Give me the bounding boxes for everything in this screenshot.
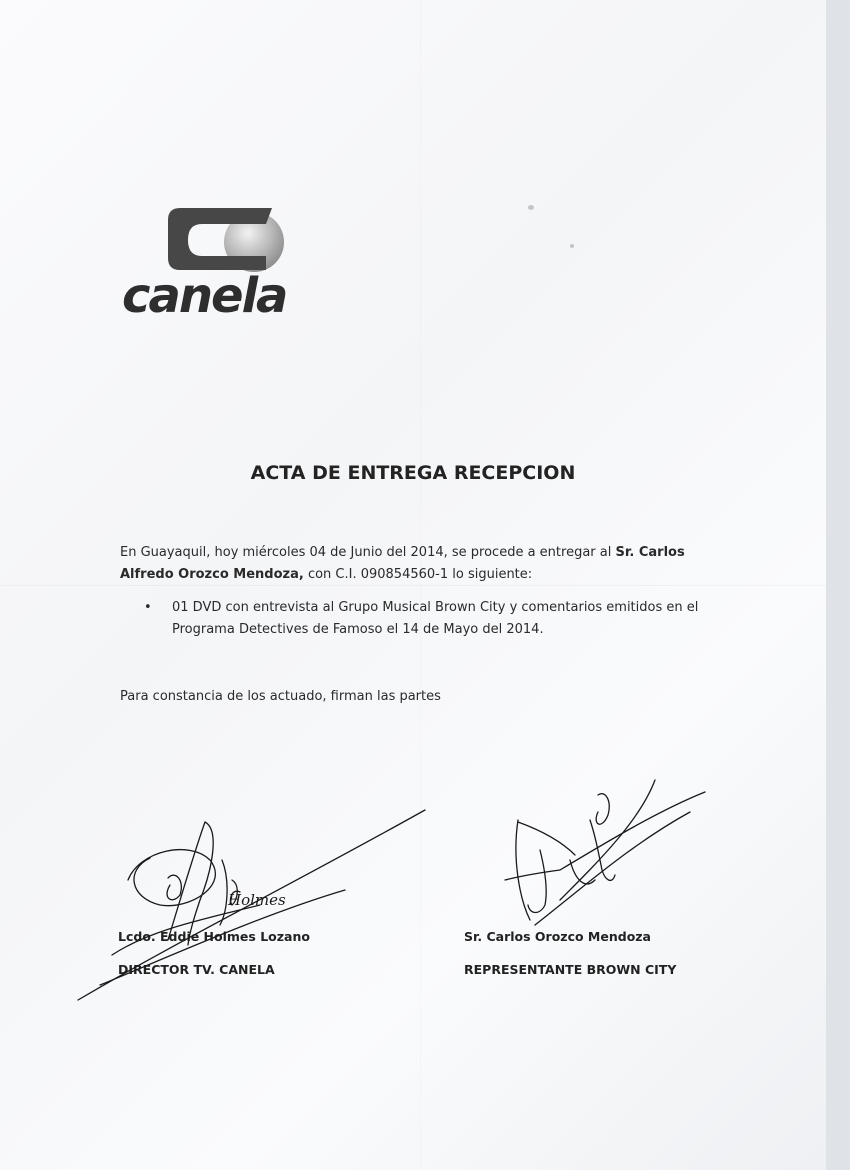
paper-speck	[528, 205, 534, 210]
canela-logo	[122, 200, 312, 330]
scan-background-edge	[826, 0, 850, 1170]
list-item-text: 01 DVD con entrevista al Grupo Musical Brown City y comentarios emitidos en el Programa Detectives de Famoso el 14 de Mayo del 2014.	[172, 600, 699, 637]
document-title: ACTA DE ENTREGA RECEPCION	[250, 462, 576, 484]
bullet-icon: •	[144, 600, 152, 615]
right-signatory-role: REPRESENTANTE BROWN CITY	[464, 962, 677, 977]
right-signatory-name: Sr. Carlos Orozco Mendoza	[464, 929, 651, 944]
recipient-name: Sr. Carlos Alfredo Orozco Mendoza,	[120, 545, 685, 582]
intro-paragraph	[120, 542, 720, 586]
left-signatory-name: Lcdo. Eddie Holmes Lozano	[118, 929, 310, 944]
intro-lead: En Guayaquil, hoy miércoles 04 de Junio del 2014, se procede a entregar al	[120, 545, 616, 560]
right-signature	[505, 780, 705, 925]
closing-paragraph: Para constancia de los actuado, firman las partes	[120, 689, 441, 704]
left-signatory-role: DIRECTOR TV. CANELA	[118, 962, 275, 977]
intro-tail: con C.I. 090854560-1 lo siguiente:	[303, 567, 533, 582]
left-signature-text: Holmes	[228, 891, 286, 909]
paper-speck	[570, 244, 574, 248]
canela-wordmark: canela	[122, 268, 287, 324]
